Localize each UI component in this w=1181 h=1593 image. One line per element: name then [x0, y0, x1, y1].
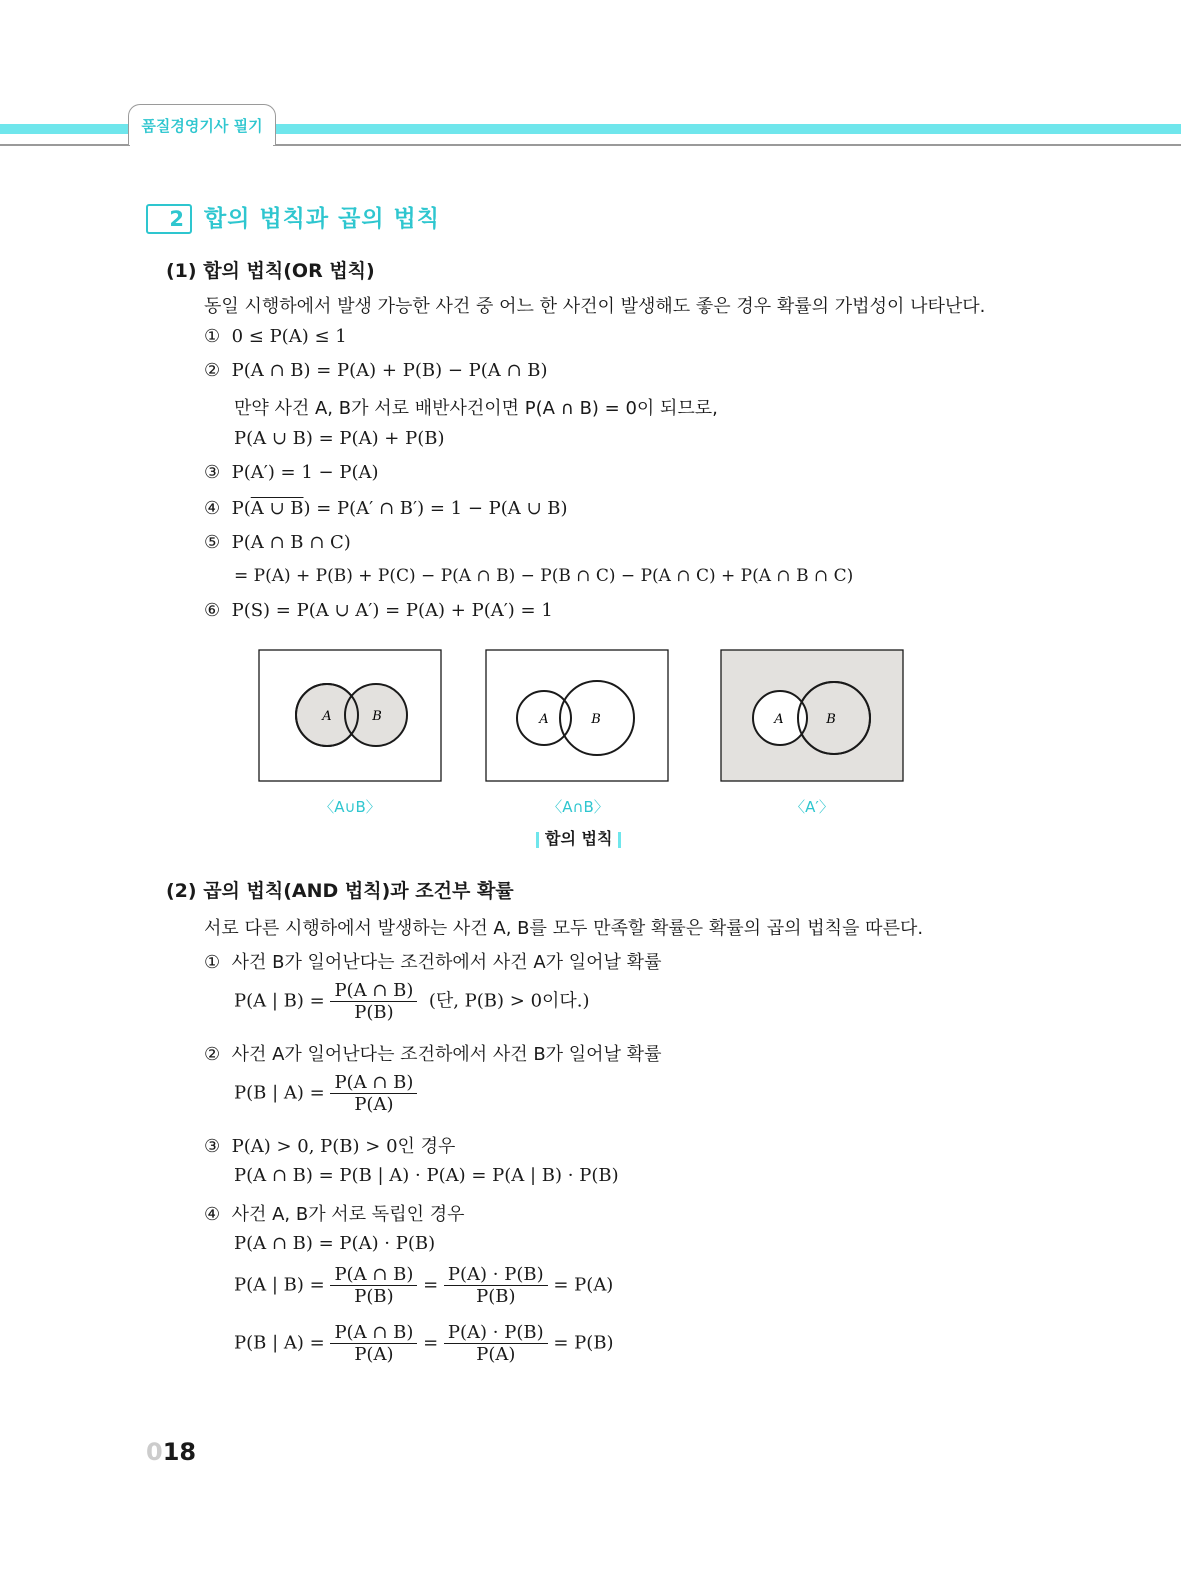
- item-mark: ①: [204, 952, 221, 973]
- item-formula: P(S) = P(A ∪ A′) = P(A) + P(A′) = 1: [231, 600, 553, 621]
- part2-item-4: [204, 1200, 464, 1226]
- part2-item-3-formula: P(A ∩ B) = P(B | A) · P(A) = P(A | B) · P(B): [234, 1165, 619, 1186]
- venn-complement-label-a: A: [774, 712, 784, 727]
- venn-intersection-frame: [486, 650, 668, 781]
- figure-title: [530, 826, 627, 849]
- part2-item-1: [204, 948, 661, 974]
- fraction: [330, 1264, 417, 1307]
- item-formula: P(A ∩ B) = P(A) + P(B) − P(A ∩ B): [231, 360, 548, 381]
- section-number: 2: [169, 207, 184, 231]
- item-mark: ①: [204, 326, 221, 347]
- part2-item-4-row1: [234, 1264, 613, 1307]
- figure-title-bar-right: [618, 832, 621, 848]
- fraction-denominator: P(B): [354, 1002, 394, 1023]
- formula-lhs: P(B | A) =: [234, 1332, 325, 1354]
- fraction-numerator: P(A ∩ B): [330, 1322, 417, 1344]
- part2-intro: 서로 다른 시행하에서 발생하는 사건 A, B를 모두 만족할 확률은 확률의 곱의 법칙을 따른다.: [204, 918, 924, 939]
- item-formula: P(A ∩ B ∩ C): [231, 532, 351, 553]
- item-text: 사건 A가 일어난다는 조건하에서 사건 B가 일어날 확률: [231, 1044, 662, 1065]
- part2-item-3: [204, 1132, 455, 1158]
- equals-sign: =: [423, 1274, 439, 1296]
- part1-item-2-note: 만약 사건 A, B가 서로 배반사건이면 P(A ∩ B) = 0이 되므로,: [234, 398, 718, 419]
- section-title: 합의 법칙과 곱의 법칙: [204, 206, 440, 232]
- formula-rhs: = P(B): [553, 1332, 614, 1354]
- part1-item-2-result: P(A ∪ B) = P(A) + P(B): [234, 428, 445, 449]
- figure-title-text: 합의 법칙: [545, 829, 613, 848]
- item-mark: ⑥: [204, 600, 221, 621]
- item-text: P(A) > 0, P(B) > 0인 경우: [231, 1136, 456, 1157]
- figure-title-bar-left: [536, 832, 539, 848]
- formula-lhs: P(B | A) =: [234, 1082, 325, 1104]
- venn-complement-label-b: B: [826, 712, 836, 727]
- venn-complement-caption: 〈A′〉: [790, 798, 834, 816]
- venn-intersection-label-a: A: [539, 712, 549, 727]
- part1-item-5-expansion: = P(A) + P(B) + P(C) − P(A ∩ B) − P(B ∩ C) − P(A ∩ C) + P(A ∩ B ∩ C): [234, 566, 854, 586]
- part2-item-2: [204, 1040, 661, 1066]
- formula-note: (단, P(B) > 0이다.): [428, 990, 590, 1012]
- fraction: [330, 1322, 417, 1365]
- item-formula: P(A′) = 1 − P(A): [231, 462, 379, 483]
- fraction: [444, 1264, 548, 1307]
- venn-union-caption: 〈A∪B〉: [319, 798, 381, 816]
- fraction-numerator: P(A ∩ B): [330, 1072, 417, 1094]
- fraction-denominator: P(B): [354, 1286, 394, 1307]
- fraction: [444, 1322, 548, 1365]
- item-formula-end: ) = P(A′ ∩ B′) = 1 − P(A ∪ B): [303, 498, 568, 519]
- page-number: [146, 1438, 196, 1466]
- part2-item-2-formula: [234, 1072, 417, 1115]
- formula-lhs: P(A | B) =: [234, 1274, 325, 1296]
- item-mark: ②: [204, 360, 221, 381]
- fraction-numerator: P(A) · P(B): [444, 1264, 548, 1286]
- page-number-prefix: 0: [146, 1438, 163, 1466]
- fraction-denominator: P(A): [354, 1094, 394, 1115]
- formula-rhs: = P(A): [553, 1274, 614, 1296]
- fraction: [330, 1072, 417, 1115]
- item-mark: ④: [204, 498, 221, 519]
- item-formula: 0 ≤ P(A) ≤ 1: [231, 326, 347, 347]
- item-formula-start: P(: [231, 498, 251, 519]
- item-mark: ③: [204, 462, 221, 483]
- item-text: 사건 A, B가 서로 독립인 경우: [231, 1204, 465, 1225]
- fraction-denominator: P(B): [476, 1286, 516, 1307]
- part1-heading: (1) 합의 법칙(OR 법칙): [166, 260, 375, 282]
- venn-union-label-a: A: [322, 709, 332, 724]
- part2-item-4-row2: [234, 1322, 614, 1365]
- fraction-numerator: P(A) · P(B): [444, 1322, 548, 1344]
- page-number-value: 18: [162, 1438, 197, 1466]
- venn-union-label-b: B: [372, 709, 382, 724]
- fraction-denominator: P(A): [476, 1344, 516, 1365]
- item-text: 사건 B가 일어난다는 조건하에서 사건 A가 일어날 확률: [231, 952, 662, 973]
- part2-heading: (2) 곱의 법칙(AND 법칙)과 조건부 확률: [166, 880, 514, 902]
- part2-item-4-formula: P(A ∩ B) = P(A) · P(B): [234, 1233, 436, 1254]
- item-mark: ③: [204, 1136, 221, 1157]
- fraction-denominator: P(A): [354, 1344, 394, 1365]
- fraction-numerator: P(A ∩ B): [330, 980, 417, 1002]
- complement-overline: A ∪ B: [250, 498, 304, 519]
- part1-intro: 동일 시행하에서 발생 가능한 사건 중 어느 한 사건이 발생해도 좋은 경우 확률의 가법성이 나타난다.: [204, 296, 986, 317]
- formula-lhs: P(A | B) =: [234, 990, 325, 1012]
- item-mark: ④: [204, 1204, 221, 1225]
- venn-intersection-caption: 〈A∩B〉: [547, 798, 609, 816]
- item-mark: ⑤: [204, 532, 221, 553]
- fraction-numerator: P(A ∩ B): [330, 1264, 417, 1286]
- item-mark: ②: [204, 1044, 221, 1065]
- fraction: [330, 980, 417, 1023]
- venn-intersection-label-b: B: [591, 712, 601, 727]
- equals-sign: =: [423, 1332, 439, 1354]
- part2-item-1-formula: [234, 980, 590, 1023]
- book-title: 품질경영기사 필기: [141, 117, 263, 135]
